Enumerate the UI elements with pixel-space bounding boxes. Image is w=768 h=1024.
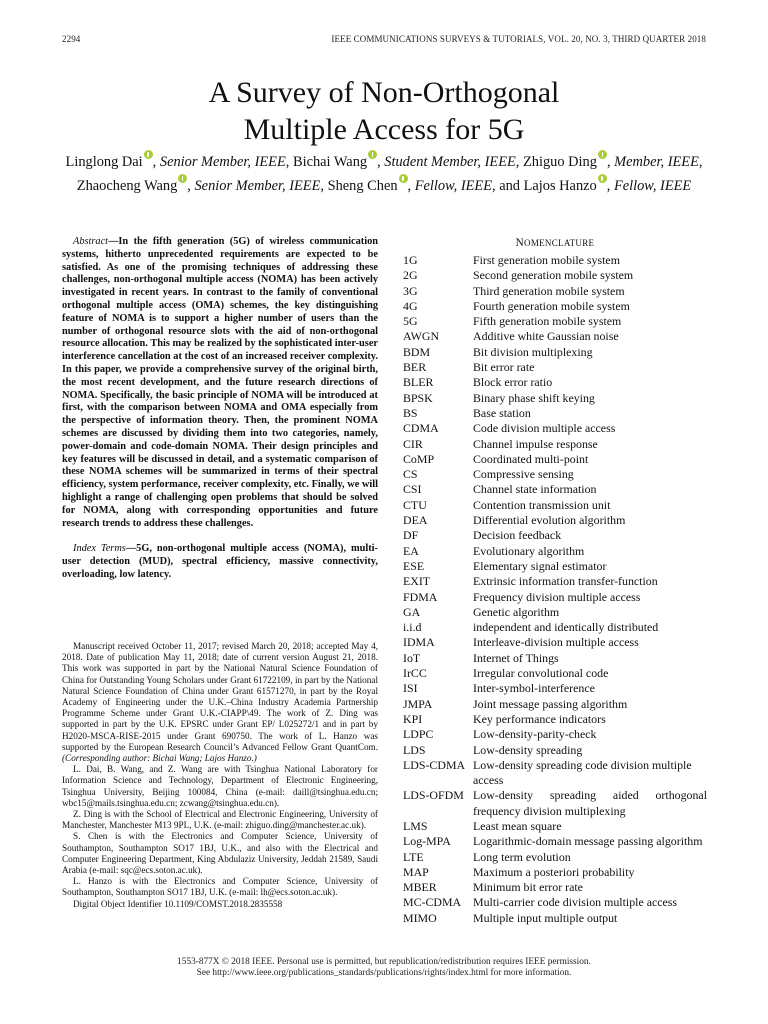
page-number: 2294 [62,34,81,44]
nomenclature-abbreviation: DF [403,528,419,543]
nomenclature-definition: Block error ratio [473,375,553,390]
abstract [62,236,378,530]
nomenclature-abbreviation: BS [403,405,418,420]
nomenclature-definition: independent and identically distributed [473,620,659,635]
manuscript-text: Manuscript received October 11, 2017; revised March 20, 2018; accepted May 4, 2018. Date of publication May 11, 2018; date of current version August 21, 2018. This work was supported in part by the National Natural Science Foundation of China for Outstanding Young Scholars under Grant 61722109, in part by the National Natural Science Foundation of China under Grant 61571270, in part by the Royal Academy of Engineering under the U.K.–China Industry Academia Partnership Programme Scheme under Grant U.K.-CIAPP\49. The work of Z. Ding was supported in part by the U.K. EPSRC under Grant EP/ L025272/1 and in part by H2020-MSCA-RISE-2015 under Grant 690750. The work of L. Hanzo was supported by the European Research Council’s Advanced Fellow Grant QuantCom. [62,641,378,752]
index-terms-label: Index Terms [73,543,126,555]
orcid-icon[interactable] [598,174,607,183]
heading-initial: N [515,237,525,249]
nomenclature-definition: Genetic algorithm [473,604,560,619]
nomenclature-abbreviation: ISI [403,681,418,696]
nomenclature-entry [403,360,707,375]
nomenclature-abbreviation: JMPA [403,696,433,711]
nomenclature-definition: Long term evolution [473,849,571,864]
nomenclature-definition: Internet of Things [473,650,559,665]
nomenclature-definition: Compressive sensing [473,467,574,482]
nomenclature-definition: Low-density spreading code division multiple access [473,757,692,788]
paper-title [0,74,768,148]
copyright-line: 1553-877X © 2018 IEEE. Personal use is permitted, but republication/redistribution requires IEEE permission. [177,957,591,967]
nomenclature-abbreviation: IoT [403,650,421,665]
nomenclature-entry [403,375,707,390]
footnotes [62,641,378,910]
nomenclature-definition: Bit division multiplexing [473,344,593,359]
author-role: Student Member, IEEE [384,154,516,170]
nomenclature-entry [403,880,707,895]
orcid-icon[interactable] [598,150,607,159]
nomenclature-definition: Inter-symbol-interference [473,681,595,696]
nomenclature-definition: Evolutionary algorithm [473,543,585,558]
nomenclature-entry [403,712,707,727]
nomenclature-entry [403,329,707,344]
nomenclature-definition: Contention transmission unit [473,497,611,512]
nomenclature-definition: Multi-carrier code division multiple access [473,895,678,910]
nomenclature-entry [403,635,707,650]
nomenclature-abbreviation: BLER [403,375,434,390]
nomenclature-entry [403,406,707,421]
author-role: Member, IEEE [614,154,699,170]
nomenclature-entry [403,911,707,926]
author-list: Linglong Dai , Senior Member, IEEE, Bichai Wang , Student Member, IEEE, Zhiguo Ding , Member, IEEE, Zhaocheng Wang , Senior Member, IEEE, Sheng Chen , Fellow, IEEE, and Lajos Hanzo , Fellow, IEEE [40,150,728,197]
orcid-icon[interactable] [399,174,408,183]
nomenclature-entry [403,391,707,406]
nomenclature-abbreviation: LDS-CDMA [403,757,466,772]
nomenclature-abbreviation: LMS [403,818,428,833]
nomenclature-entry [403,819,707,834]
nomenclature-abbreviation: CDMA [403,421,439,436]
nomenclature-abbreviation: CTU [403,497,427,512]
nomenclature-entry [403,865,707,880]
nomenclature-entry [403,482,707,497]
abstract-text: In the fifth generation (5G) of wireless communication systems, hitherto unprecedented requirements are expected to be satisfied. As one of the promising techniques of addressing these challenges, non-orthogonal multiple access (NOMA) has been actively investigated in recent years. In contrast to the family of conventional orthogonal multiple access (OMA) schemes, the key distinguishing feature of NOMA is to support a higher number of users than the number of orthogonal resource slots with the aid of non-orthogonal resource allocation. This may be realized by the sophisticated inter-user interference cancellation at the cost of an increased receiver complexity. In this paper, we provide a comprehensive survey of the original birth, the most recent development, and the future research directions of NOMA. Specifically, the basic principle of NOMA will be introduced at first, with the comparison between NOMA and OMA especially from the perspective of information theory. Then, the prominent NOMA schemes are discussed by dividing them into two categories, namely, power-domain and code-domain NOMA. Their design principles and key features will be discussed in detail, and a systematic comparison of these NOMA schemes will be summarized in terms of their spectral efficiency, system performance, receiver complexity, etc. Finally, we will highlight a range of challenging open problems that should be solved for NOMA, along with corresponding opportunities and future research trends to address these challenges. [62,236,378,529]
nomenclature-abbreviation: AWGN [403,329,440,344]
author-role: Senior Member, IEEE [159,154,286,170]
nomenclature-entry [403,574,707,589]
nomenclature-definition: Base station [473,405,531,420]
nomenclature-abbreviation: BER [403,360,427,375]
nomenclature-definition: Interleave-division multiple access [473,635,639,650]
rights-line: See http://www.ieee.org/publications_standards/publications/rights/index.html for more information. [196,968,572,978]
nomenclature-entry [403,345,707,360]
left-column [62,236,378,582]
nomenclature-abbreviation: Log-MPA [403,834,451,849]
nomenclature-definition: Channel impulse response [473,436,598,451]
nomenclature-heading [403,237,707,249]
nomenclature-definition: Multiple input multiple output [473,910,618,925]
nomenclature-section [403,237,707,926]
nomenclature-entry [403,620,707,635]
title-line-1: A Survey of Non-Orthogonal [208,76,560,109]
author-name: Lajos Hanzo [523,177,597,194]
nomenclature-definition: Low-density-parity-check [473,727,597,742]
nomenclature-entry [403,437,707,452]
nomenclature-abbreviation: IrCC [403,666,427,681]
nomenclature-entry [403,850,707,865]
author-role: Fellow, IEEE [414,177,492,194]
author-role: Senior Member, IEEE [194,177,321,194]
orcid-icon[interactable] [368,150,377,159]
nomenclature-entry [403,651,707,666]
nomenclature-definition: Fourth generation mobile system [473,298,630,313]
copyright-footer [0,957,768,979]
nomenclature-entry [403,590,707,605]
nomenclature-definition: Elementary signal estimator [473,558,607,573]
nomenclature-definition: Additive white Gaussian noise [473,329,619,344]
nomenclature-abbreviation: CSI [403,482,422,497]
nomenclature-definition: Fifth generation mobile system [473,314,622,329]
index-terms [62,543,378,581]
nomenclature-definition: Extrinsic information transfer-function [473,574,658,589]
nomenclature-definition: Minimum bit error rate [473,880,583,895]
nomenclature-entry [403,314,707,329]
journal-header: IEEE COMMUNICATIONS SURVEYS & TUTORIALS, VOL. 20, NO. 3, THIRD QUARTER 2018 [331,34,706,44]
nomenclature-abbreviation: CoMP [403,451,435,466]
nomenclature-entry [403,743,707,758]
orcid-icon[interactable] [178,174,187,183]
orcid-icon[interactable] [144,150,153,159]
nomenclature-list [403,253,707,926]
index-terms-dash: — [125,543,137,555]
nomenclature-entry [403,895,707,910]
nomenclature-entry [403,697,707,712]
nomenclature-entry [403,284,707,299]
nomenclature-entry [403,253,707,268]
nomenclature-abbreviation: LDS-OFDM [403,788,464,803]
nomenclature-abbreviation: IDMA [403,635,435,650]
affiliation-note: S. Chen is with the Electronics and Computer Science, University of Southampton, Southampton SO17 1BJ, U.K., and also with the Electrical and Computer Engineering Department, King Abdulaziz University, Jeddah 21589, Saudi Arabia (e-mail: sqc@ecs.soton.ac.uk). [62,831,378,876]
nomenclature-abbreviation: CS [403,467,418,482]
nomenclature-entry [403,299,707,314]
nomenclature-entry [403,727,707,742]
nomenclature-abbreviation: 3G [403,283,418,298]
nomenclature-abbreviation: EA [403,543,419,558]
nomenclature-abbreviation: BDM [403,344,431,359]
nomenclature-abbreviation: MBER [403,880,437,895]
nomenclature-abbreviation: 4G [403,298,418,313]
nomenclature-entry [403,528,707,543]
nomenclature-abbreviation: LDS [403,742,426,757]
nomenclature-entry [403,605,707,620]
nomenclature-definition: Irregular convolutional code [473,666,609,681]
nomenclature-entry [403,544,707,559]
nomenclature-abbreviation: 2G [403,268,418,283]
index-terms-text: 5G, non-orthogonal multiple access (NOMA), multi-user detection (MUD), spectral efficiency, massive connectivity, overloading, low latency. [62,543,378,580]
nomenclature-abbreviation: MC-CDMA [403,895,462,910]
nomenclature-definition: Logarithmic-domain message passing algorithm [473,834,703,849]
nomenclature-definition: Maximum a posteriori probability [473,864,635,879]
nomenclature-definition: Low-density spreading aided orthogonal frequency division multiplexing [473,788,707,818]
author-name: Zhiguo Ding [522,154,597,170]
abstract-dash: — [108,236,119,247]
nomenclature-definition: Low-density spreading [473,742,583,757]
nomenclature-definition: Joint message passing algorithm [473,696,628,711]
nomenclature-definition: Coordinated multi-point [473,451,589,466]
nomenclature-entry [403,268,707,283]
nomenclature-abbreviation: GA [403,604,421,619]
nomenclature-entry [403,788,707,819]
affiliation-note: L. Dai, B. Wang, and Z. Wang are with Tsinghua National Laboratory for Information Science and Technology, Department of Electronic Engineering, Tsinghua University, Beijing 100084, China (e-mail: daill@tsinghua.edu.cn; wbc15@mails.tsinghua.edu.cn; zcwang@tsinghua.edu.cn). [62,764,378,808]
doi-note: Digital Object Identifier 10.1109/COMST.2018.2835558 [73,898,283,909]
affiliation-note: Z. Ding is with the School of Electrical and Electronic Engineering, University of Manchester, Manchester M13 9PL, U.K. (e-mail: zhiguo.ding@manchester.ac.uk). [62,809,378,831]
nomenclature-definition: First generation mobile system [473,253,620,267]
author-name: Zhaocheng Wang [76,177,178,194]
nomenclature-abbreviation: ESE [403,558,425,573]
title-line-2: Multiple Access for 5G [243,113,525,146]
nomenclature-abbreviation: BPSK [403,390,433,405]
nomenclature-definition: Channel state information [473,482,597,497]
nomenclature-definition: Bit error rate [473,360,535,375]
nomenclature-definition: Second generation mobile system [473,268,634,283]
nomenclature-definition: Third generation mobile system [473,283,625,298]
nomenclature-definition: Binary phase shift keying [473,390,595,405]
author-role: Fellow, IEEE [613,177,692,194]
nomenclature-entry [403,834,707,849]
nomenclature-entry [403,498,707,513]
nomenclature-definition: Key performance indicators [473,711,606,726]
nomenclature-abbreviation: CIR [403,436,423,451]
author-joiner: and [499,177,520,194]
nomenclature-entry [403,513,707,528]
nomenclature-entry [403,452,707,467]
nomenclature-entry [403,758,707,789]
nomenclature-entry [403,666,707,681]
nomenclature-abbreviation: LDPC [403,727,434,742]
nomenclature-entry [403,681,707,696]
abstract-label: Abstract [73,236,109,247]
heading-rest: OMENCLATURE [524,238,595,248]
nomenclature-definition: Frequency division multiple access [473,589,641,604]
manuscript-note [62,641,378,764]
nomenclature-definition: Code division multiple access [473,421,616,436]
nomenclature-abbreviation: MAP [403,864,429,879]
nomenclature-entry [403,421,707,436]
nomenclature-entry [403,467,707,482]
affiliation-note: L. Hanzo is with the Electronics and Computer Science, University of Southampton, Southampton SO17 1BJ, U.K. (e-mail: lh@ecs.soton.ac.uk). [62,876,378,898]
nomenclature-abbreviation: KPI [403,711,423,726]
nomenclature-abbreviation: i.i.d [403,620,422,635]
author-name: Sheng Chen [327,177,398,194]
nomenclature-abbreviation: FDMA [403,589,438,604]
nomenclature-abbreviation: EXIT [403,574,431,589]
nomenclature-definition: Least mean square [473,818,562,833]
nomenclature-abbreviation: 5G [403,314,418,329]
nomenclature-abbreviation: LTE [403,849,424,864]
nomenclature-abbreviation: 1G [403,253,418,267]
author-name: Bichai Wang [292,154,368,170]
nomenclature-abbreviation: MIMO [403,910,437,925]
nomenclature-definition: Differential evolution algorithm [473,513,626,528]
nomenclature-abbreviation: DEA [403,513,428,528]
corresponding-author: (Corresponding author: Bichai Wang; Lajos Hanzo.) [62,753,257,764]
nomenclature-definition: Decision feedback [473,528,562,543]
nomenclature-entry [403,559,707,574]
author-name: Linglong Dai [65,154,143,170]
